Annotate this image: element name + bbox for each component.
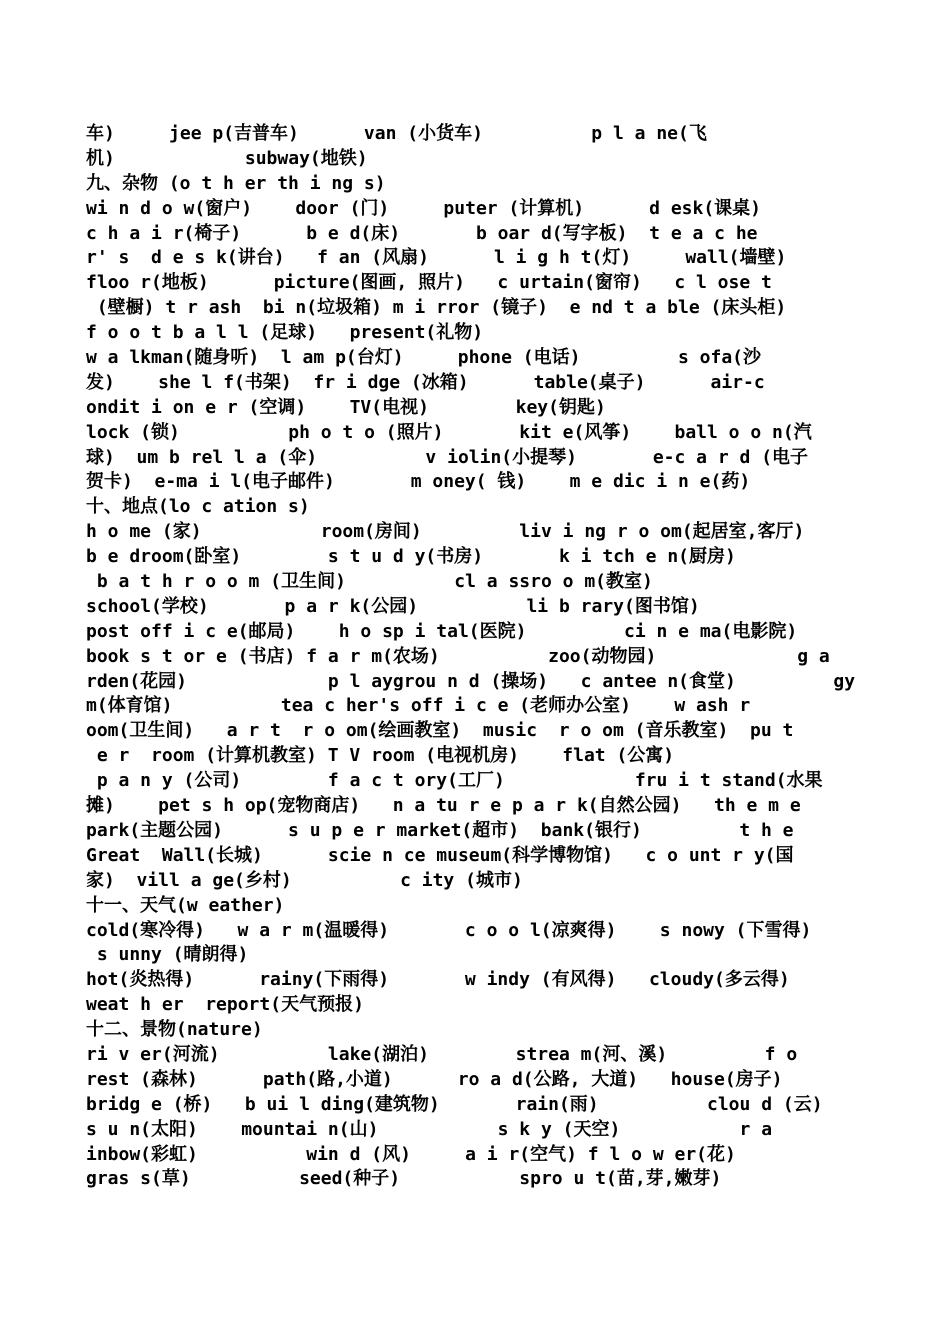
text-line: inbow(彩虹) win d (风) a i r(空气) f l o w er(花)	[86, 1143, 736, 1165]
text-line: park(主题公园) s u p e r market(超市) bank(银行) t h e	[86, 819, 794, 841]
text-line: m(体育馆) tea c her's off i c e (老师办公室) w ash r	[86, 695, 751, 717]
text-line: 摊) pet s h op(宠物商店) n a tu r e p a r k(自然公园) th e m e	[86, 795, 801, 817]
text-line: ondit i on e r (空调) TV(电视) key(钥匙)	[86, 396, 606, 418]
vocabulary-text-block	[86, 122, 876, 1192]
text-line: lock (锁) ph o t o (照片) kit e(风筝) ball o o n(汽	[86, 421, 812, 443]
text-line: 机) subway(地铁)	[86, 147, 368, 169]
text-line: b a t h r o o m (卫生间) cl a ssro o m(教室)	[86, 571, 653, 593]
text-line: rest (森林) path(路,小道) ro a d(公路, 大道) house(房子)	[86, 1068, 783, 1090]
text-line: b e droom(卧室) s t u d y(书房) k i tch e n(厨房)	[86, 546, 736, 568]
text-line: ri v er(河流) lake(湖泊) strea m(河、溪) f o	[86, 1043, 798, 1065]
text-line: h o me (家) room(房间) liv i ng r o om(起居室,客厅)	[86, 521, 805, 543]
text-line: bridg e (桥) b ui l ding(建筑物) rain(雨) clou d (云)	[86, 1093, 823, 1115]
text-line: 发) she l f(书架) fr i dge (冰箱) table(桌子) air-c	[86, 371, 765, 393]
text-line: s u n(太阳) mountai n(山) s k y (天空) r a	[86, 1118, 773, 1140]
text-line: 贺卡) e-ma i l(电子邮件) m oney( 钱) m e dic i n e(药)	[86, 471, 751, 493]
text-line: oom(卫生间) a r t r o om(绘画教室) music r o om (音乐教室) pu t	[86, 720, 794, 742]
text-line: 家) vill a ge(乡村) c ity (城市)	[86, 869, 523, 891]
text-line: 车) jee p(吉普车) van (小货车) p l a ne(飞	[86, 123, 707, 144]
text-line: cold(寒冷得) w a r m(温暖得) c o o l(凉爽得) s nowy (下雪得)	[86, 919, 812, 941]
text-line: rden(花园) p l aygrou n d (操场) c antee n(食堂) gy	[86, 670, 856, 692]
text-line: post off i c e(邮局) h o sp i tal(医院) ci n e ma(电影院)	[86, 620, 798, 642]
text-line: Great Wall(长城) scie n ce museum(科学博物馆) c o unt r y(国	[86, 844, 794, 866]
text-line: f o o t b a l l (足球) present(礼物)	[86, 322, 484, 344]
text-line: wi n d o w(窗户) door (门) puter (计算机) d esk(课桌)	[86, 197, 762, 219]
text-line: c h a i r(椅子) b e d(床) b oar d(写字板) t e a c he	[86, 222, 758, 244]
text-line: weat h er report(天气预报)	[86, 994, 364, 1016]
text-line: w a lkman(随身听) l am p(台灯) phone (电话) s ofa(沙	[86, 347, 762, 369]
section-heading-other-things: 九、杂物 (o t h er th i ng s)	[86, 172, 386, 194]
section-heading-nature: 十二、景物(nature)	[86, 1019, 263, 1041]
text-line: r' s d e s k(讲台) f an (风扇) l i g h t(灯) wall(墙壁)	[86, 247, 787, 269]
text-line: school(学校) p a r k(公园) li b rary(图书馆)	[86, 595, 700, 617]
section-heading-weather: 十一、天气(w eather)	[86, 894, 285, 916]
text-line: gras s(草) seed(种子) spro u t(苗,芽,嫩芽)	[86, 1168, 722, 1190]
text-line: s unny (晴朗得)	[86, 944, 249, 966]
text-line: hot(炎热得) rainy(下雨得) w indy (有风得) cloudy(多云得)	[86, 969, 790, 991]
text-line: (壁橱) t r ash bi n(垃圾箱) m i rror (镜子) e nd t a ble (床头柜)	[86, 297, 787, 319]
text-line: book s t or e (书店) f a r m(农场) zoo(动物园) g a	[86, 645, 830, 667]
text-line: 球) um b rel l a (伞) v iolin(小提琴) e-c a r d (电子	[86, 446, 809, 468]
text-line: e r room (计算机教室) T V room (电视机房) flat (公寓)	[86, 745, 675, 767]
section-heading-locations: 十、地点(lo c ation s)	[86, 496, 310, 518]
text-line: floo r(地板) picture(图画, 照片) c urtain(窗帘) c l ose t	[86, 272, 772, 294]
text-line: p a n y (公司) f a c t ory(工厂) fru i t stand(水果	[86, 770, 823, 792]
